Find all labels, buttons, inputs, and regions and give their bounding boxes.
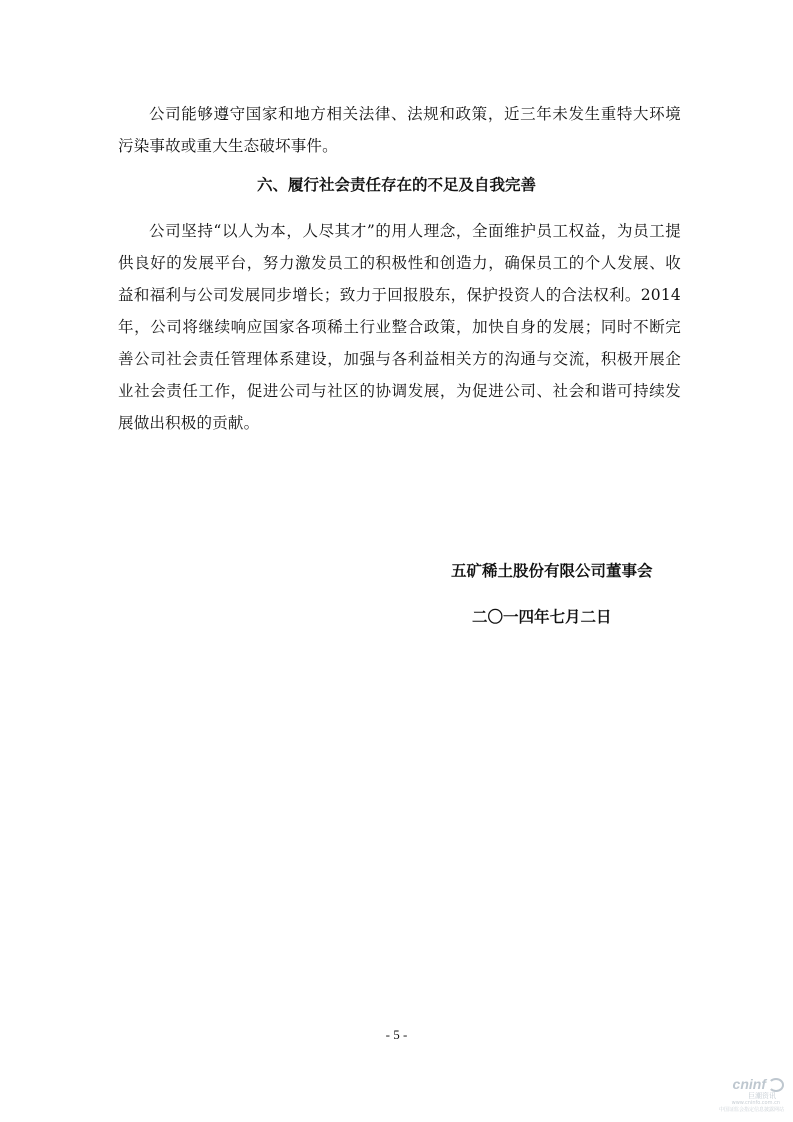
watermark-url: www.cninfo.com.cn xyxy=(731,1100,780,1106)
watermark-logo-text: cninf xyxy=(732,1076,766,1092)
section-heading: 六、履行社会责任存在的不足及自我完善 xyxy=(256,176,536,194)
body-paragraph: 公司能够遵守国家和地方相关法律、法规和政策，近三年未发生重特大环境污染事故或重大生态破坏事件。 xyxy=(118,105,681,155)
watermark-subtitle: 中国证监会指定信息披露网站 xyxy=(718,1107,784,1113)
signature-organization: 五矿稀土股份有限公司董事会 xyxy=(451,562,653,580)
signature-date: 二〇一四年七月二日 xyxy=(472,608,612,626)
cninfo-watermark xyxy=(692,1076,784,1116)
page-number: - 5 - xyxy=(385,1027,408,1042)
watermark-cn-name: 巨潮资讯 xyxy=(748,1092,776,1100)
body-paragraph: 公司坚持“以人为本，人尽其才”的用人理念，全面维护员工权益，为员工提供良好的发展平台，努力激发员工的积极性和创造力，确保员工的个人发展、收益和福利与公司发展同步增长；致力于回报股东，保护投资人的合法权利。2014年，公司将继续响应国家各项稀土行业整合政策，加快自身的发展；同时不断完善公司社会责任管理体系建设，加强与各利益相关方的沟通与交流，积极开展企业社会责任工作，促进公司与社区的协调发展，为促进公司、社会和谐可持续发展做出积极的贡献。 xyxy=(118,222,681,432)
watermark-logo xyxy=(733,1076,784,1092)
